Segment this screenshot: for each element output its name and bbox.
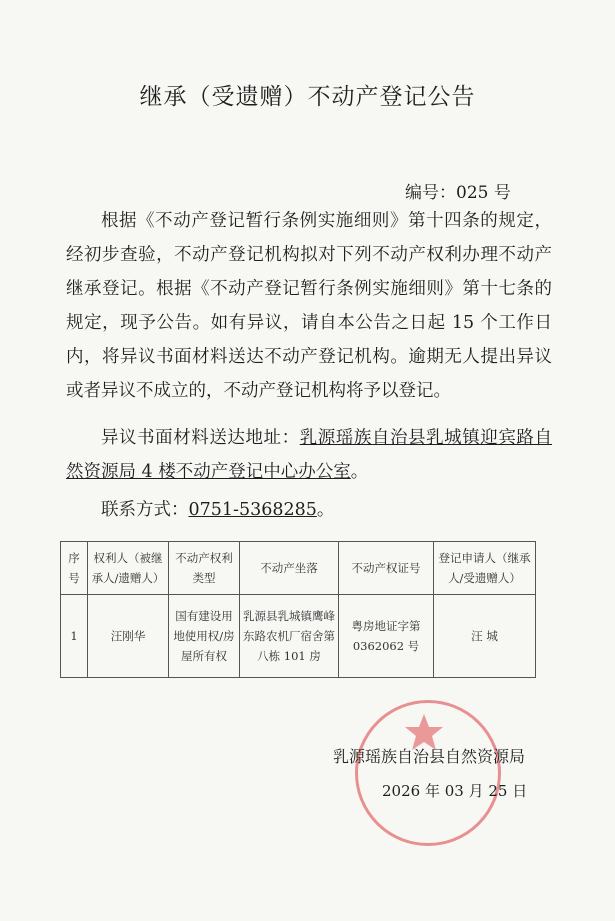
document-number: 编号：025 号 (405, 183, 511, 203)
header-index: 序号 (61, 542, 88, 595)
address-value: 乳源瑶族自治县乳城镇迎宾路自然资源局 4 楼不动产登记中心办公室 (66, 428, 552, 482)
cell-index: 1 (61, 595, 88, 678)
header-applicant: 登记申请人（继承人/受遗赠人） (434, 542, 536, 595)
cell-location: 乳源县乳城镇鹰峰东路农机厂宿舍第八栋 101 房 (240, 595, 339, 678)
property-table (60, 541, 536, 678)
document-body (60, 204, 552, 678)
contact-phone: 0751-5368285 (188, 500, 317, 520)
issue-date: 2026 年 03 月 25 日 (382, 782, 528, 800)
announcement-paragraph: 根据《不动产登记暂行条例实施细则》第十四条的规定，经初步查验，不动产登记机构拟对下列不动产权利办理不动产继承登记。根据《不动产登记暂行条例实施细则》第十七条的规定，现予公告。如有异议，请自本公告之日起 15 个工作日内，将异议书面材料送达不动产登记机构。逾期无人提出异议或者异议不成立的，不动产登记机构将予以登记。 (66, 211, 552, 401)
contact-paragraph (66, 493, 552, 527)
header-certificate: 不动产权证号 (339, 542, 434, 595)
table-row (61, 595, 536, 678)
punctuation: 。 (350, 462, 369, 482)
cell-certificate: 粤房地证字第 0362062 号 (339, 595, 434, 678)
cell-right-type: 国有建设用地使用权/房屋所有权 (169, 595, 240, 678)
address-paragraph (66, 421, 552, 489)
issuer: 乳源瑶族自治县自然资源局 (333, 747, 526, 766)
contact-label: 联系方式： (101, 500, 189, 520)
header-owner: 权利人（被继承人/遗赠人） (88, 542, 169, 595)
header-right-type: 不动产权利类型 (169, 542, 240, 595)
address-label: 异议书面材料送达地址： (101, 428, 300, 448)
table-header-row (61, 542, 536, 595)
cell-owner: 汪刚华 (88, 595, 169, 678)
page-title: 继承（受遗赠）不动产登记公告 (139, 84, 476, 110)
header-location: 不动产坐落 (240, 542, 339, 595)
cell-applicant: 汪 城 (434, 595, 536, 678)
punctuation: 。 (316, 500, 335, 520)
